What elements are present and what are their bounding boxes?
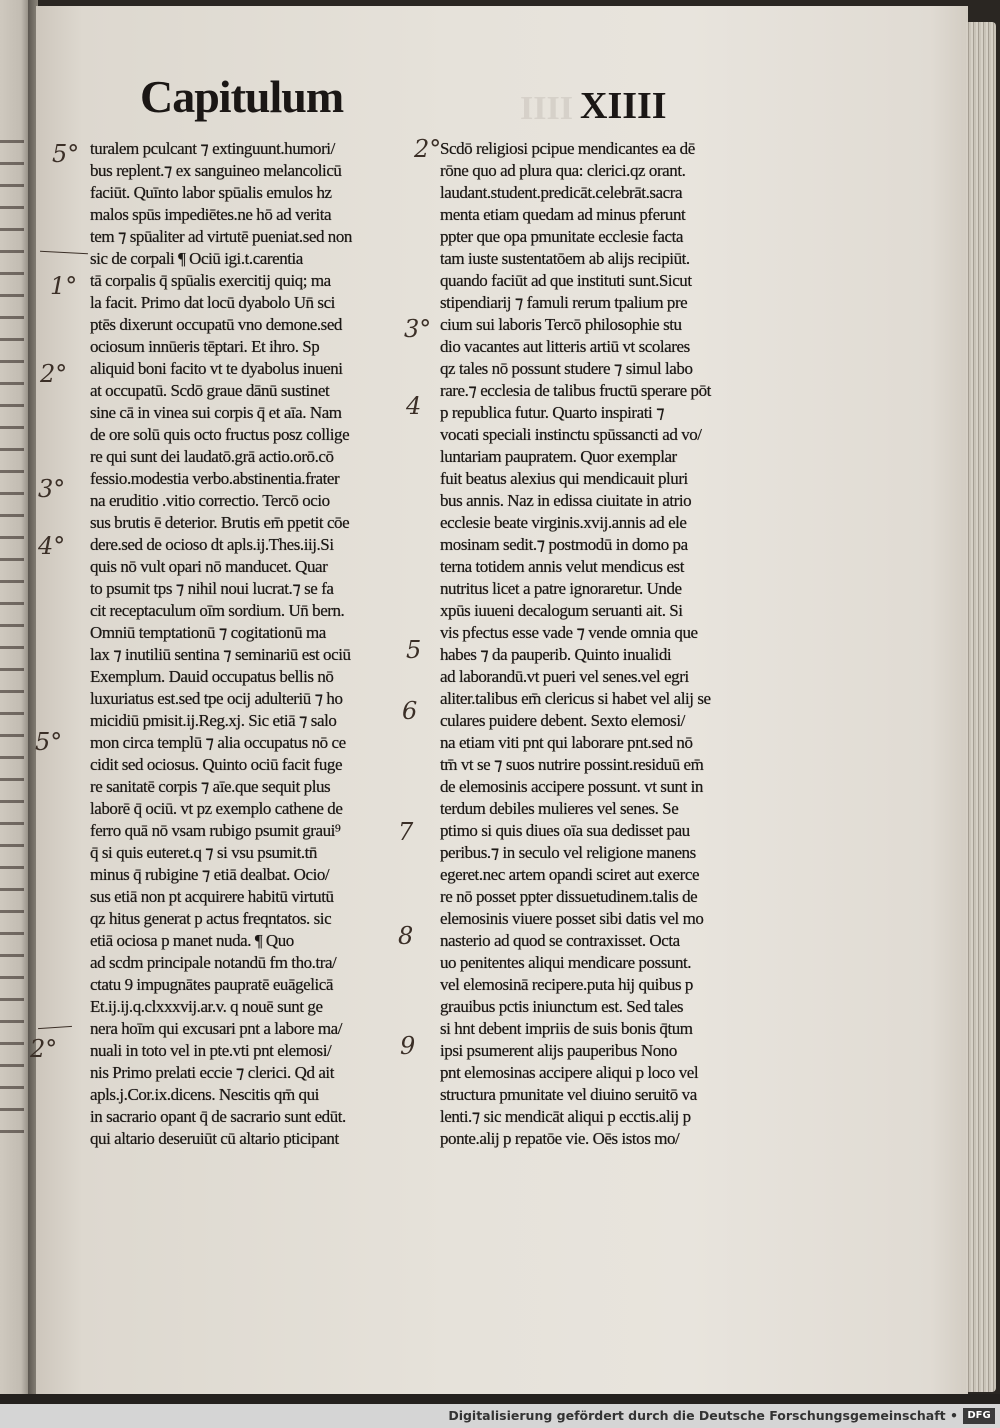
- text-line: minus q̄ rubigine ⁊ etiā dealbat. Ocio/: [90, 865, 330, 884]
- text-line: sine cā in vinea sui corpis q̄ et aīa. Nam: [90, 403, 342, 422]
- text-line: sus etiā non pt acquirere habitū virtutū: [90, 887, 334, 906]
- text-line: re qui sunt dei laudatō.grā actio.orō.cō: [90, 447, 334, 466]
- text-line: xpūs iuueni decalogum seruanti ait. Si: [440, 601, 683, 620]
- text-line: etiā ociosa p manet nuda. ¶ Quo: [90, 931, 294, 950]
- text-line: ferro quā nō vsam rubigo psumit graui⁹: [90, 821, 341, 840]
- text-line: ad laborandū.vt pueri vel senes.vel egri: [440, 667, 689, 686]
- text-line: uo penitentes aliqui mendicare possunt.: [440, 953, 692, 972]
- running-title: Capitulum: [140, 71, 344, 122]
- text-line: ad scdm principale notandū fm tho.tra/: [90, 953, 337, 972]
- text-line: bus replent.⁊ ex sanguineo melancolicū: [90, 161, 342, 180]
- text-line: Omniū temptationū ⁊ cogitationū ma: [90, 623, 326, 642]
- text-line: in sacrario opant q̄ de sacrario sunt edūt.: [90, 1107, 346, 1126]
- text-line: mon circa templū ⁊ alia occupatus nō ce: [90, 733, 346, 752]
- text-line: terdum debiles mulieres vel senes. Se: [440, 799, 679, 818]
- text-line: ociosum innūeris tēptari. Et ihro. Sp: [90, 337, 320, 356]
- margin-note: 9: [400, 1032, 416, 1060]
- funding-credit: Digitalisierung gefördert durch die Deutsche Forschungsgemeinschaft •: [448, 1408, 958, 1423]
- chapter-number: XIIII: [580, 85, 667, 127]
- text-line: faciūt. Quīnto labor spūalis emulos hz: [90, 183, 332, 202]
- text-line: qui altario deseruiūt cū altario pticipant: [90, 1129, 339, 1148]
- text-line: nuali in toto vel in pte.vti pnt elemosi/: [90, 1041, 332, 1060]
- text-line: luxuriatus est.sed tpe ocij adulteriū ⁊ ho: [90, 689, 343, 708]
- text-line: mosinam sedit.⁊ postmodū in domo pa: [440, 535, 688, 554]
- text-line: ecclesie beate virginis.xvij.annis ad ele: [440, 513, 687, 532]
- text-line: habes ⁊ da pauperib. Quinto inualidi: [440, 645, 672, 664]
- margin-note: 3°: [38, 475, 66, 503]
- text-line: at occupatū. Scdō graue dānū sustinet: [90, 381, 330, 400]
- text-line: egeret.nec artem opandi sciret aut exerce: [440, 865, 700, 884]
- text-line: laborē q̄ ociū. vt pz exemplo cathene de: [90, 799, 343, 818]
- text-line: aliquid boni facito vt te dyabolus inueni: [90, 359, 343, 378]
- margin-note: 5°: [35, 728, 63, 756]
- text-line: ponte.alij p repatōe vie. Oēs istos mo/: [440, 1129, 680, 1148]
- text-line: tam iuste sustentatōem ab alijs recipiūt.: [440, 249, 690, 268]
- text-line: cidit sed ociosus. Quinto ociū facit fuge: [90, 755, 343, 774]
- text-line: terna totidem annis velut mendicus est: [440, 557, 684, 576]
- text-line: re sanitatē corpis ⁊ aīe.que sequit plus: [90, 777, 331, 796]
- margin-note: 1°: [50, 272, 78, 300]
- text-line: nasterio ad quod se contraxisset. Octa: [440, 931, 680, 950]
- text-line: vis pfectus esse vade ⁊ vende omnia que: [440, 623, 698, 642]
- margin-note: 2°: [414, 135, 442, 163]
- text-line: cium sui laboris Tercō philosophie stu: [440, 315, 682, 334]
- text-line: de ore solū quis octo fructus posz collige: [90, 425, 350, 444]
- text-line: na eruditio .vitio correctio. Tercō ocio: [90, 491, 330, 510]
- text-line: micidiū pmisit.ij.Reg.xj. Sic etiā ⁊ salo: [90, 711, 337, 730]
- margin-note: 3°: [404, 315, 432, 343]
- text-line: vocati speciali instinctu spūssancti ad vo/: [440, 425, 702, 444]
- text-line: si hnt debent impriis de suis bonis q̄tum: [440, 1019, 693, 1038]
- text-line: malos spūs impediētes.ne hō ad verita: [90, 205, 332, 224]
- text-line: q̄ si quis euteret.q ⁊ si vsu psumit.tn̄: [90, 843, 317, 862]
- text-line: aliter.talibus em̄ clericus si habet vel alij se: [440, 689, 711, 708]
- text-line: menta etiam quedam ad minus pferunt: [440, 205, 686, 224]
- text-line: apls.j.Cor.ix.dicens. Nescitis qm̄ qui: [90, 1085, 319, 1104]
- text-line: vel elemosinā recipere.puta hij quibus p: [440, 975, 693, 994]
- margin-note: 7: [398, 818, 414, 846]
- text-line: fuit beatus alexius qui mendicauit pluri: [440, 469, 688, 488]
- text-line: luntariam paupratem. Quor exemplar: [440, 447, 677, 466]
- text-line: structura pmunitate vel diuino seruitō va: [440, 1085, 697, 1104]
- text-line: nutritus licet a patre ignoraretur. Unde: [440, 579, 682, 598]
- text-line: quis nō vult opari nō manducet. Quar: [90, 557, 328, 576]
- margin-note: 4°: [38, 532, 66, 560]
- text-line: la facit. Primo dat locū dyabolo Un̄ sci: [90, 293, 335, 312]
- text-line: qz hitus generat p actus freqntatos. sic: [90, 909, 332, 928]
- margin-note: 4: [406, 392, 422, 420]
- left-column: [90, 138, 352, 1150]
- margin-note: 5: [406, 636, 422, 664]
- margin-note: 6: [402, 697, 418, 725]
- text-line: na etiam viti pnt qui laborare pnt.sed nō: [440, 733, 693, 752]
- facing-page-edge: [0, 0, 30, 1394]
- text-line: sus brutis ē deterior. Brutis em̄ ppetit cōe: [90, 513, 350, 532]
- text-line: lax ⁊ inutiliū sentina ⁊ seminariū est ociū: [90, 645, 351, 664]
- showthrough-text: IIII: [520, 90, 573, 127]
- text-line: rare.⁊ ecclesia de talibus fructū sperare pōt: [440, 381, 711, 400]
- text-line: laudant.student.predicāt.celebrāt.sacra: [440, 183, 683, 202]
- text-line: Scdō religiosi pcipue mendicantes ea dē: [440, 139, 695, 158]
- text-line: pnt elemosinas accipere aliqui p loco vel: [440, 1063, 699, 1082]
- text-line: culares puidere debent. Sexto elemosi/: [440, 711, 685, 730]
- margin-note: 5°: [52, 140, 80, 168]
- margin-note: 2°: [40, 360, 68, 388]
- text-line: cit receptaculum oīm sordium. Un̄ bern.: [90, 601, 345, 620]
- text-line: nera hoīm qui excusari pnt a labore ma/: [90, 1019, 342, 1038]
- text-line: ipsi psumerent alijs pauperibus Nono: [440, 1041, 677, 1060]
- text-line: turalem pculcant ⁊ extinguunt.humori/: [90, 139, 335, 158]
- right-column: [440, 138, 711, 1150]
- scan-background: [0, 1394, 1000, 1404]
- page-stack-edge: [966, 22, 996, 1392]
- text-line: de elemosinis accipere possunt. vt sunt in: [440, 777, 703, 796]
- text-line: rōne quo ad plura qua: clerici.qz orant.: [440, 161, 686, 180]
- text-line: ptimo si quis diues oīa sua dedisset pau: [440, 821, 690, 840]
- text-line: qz tales nō possunt studere ⁊ simul labo: [440, 359, 693, 378]
- text-line: dio vacantes aut litteris artiū vt scolares: [440, 337, 690, 356]
- text-line: grauibus pctis iniunctum est. Sed tales: [440, 997, 684, 1016]
- text-line: tm̄ vt se ⁊ suos nutrire possint.residuū em̄: [440, 755, 704, 774]
- text-line: dere.sed de ocioso dt apls.ij.Thes.iij.Si: [90, 535, 334, 554]
- text-line: ctatu 9 impugnātes paupratē euāgelicā: [90, 975, 333, 994]
- text-line: ppter que opa pmunitate ecclesie facta: [440, 227, 683, 246]
- text-line: bus annis. Naz in edissa ciuitate in atrio: [440, 491, 692, 510]
- footer-bar: [0, 1404, 1000, 1428]
- text-line: tem ⁊ spūaliter ad virtutē pueniat.sed non: [90, 227, 352, 246]
- text-line: p republica futur. Quarto inspirati ⁊: [440, 403, 665, 422]
- text-line: peribus.⁊ in seculo vel religione manens: [440, 843, 696, 862]
- text-line: Exemplum. Dauid occupatus bellis nō: [90, 667, 334, 686]
- text-line: stipendiarij ⁊ famuli rerum tpalium pre: [440, 293, 688, 312]
- text-line: quando faciūt ad que instituti sunt.Sicut: [440, 271, 692, 290]
- text-line: nis Primo prelati eccie ⁊ clerici. Qd ait: [90, 1063, 334, 1082]
- dfg-logo-icon: DFG: [963, 1408, 995, 1424]
- text-line: re nō posset ppter dissuetudinem.talis de: [440, 887, 698, 906]
- text-line: to psumit tps ⁊ nihil noui lucrat.⁊ se fa: [90, 579, 334, 598]
- text-line: tā corpalis q̄ spūalis exercitij quiq; ma: [90, 271, 331, 290]
- text-line: Et.ij.ij.q.clxxxvij.ar.v. q nouē sunt ge: [90, 997, 323, 1016]
- margin-note: 8: [398, 922, 414, 950]
- text-line: sic de corpali ¶ Ociū igi.t.carentia: [90, 249, 303, 268]
- margin-note: 2°: [30, 1035, 58, 1063]
- text-line: ptēs dixerunt occupatū vno demone.sed: [90, 315, 342, 334]
- text-line: lenti.⁊ sic mendicāt aliqui p ecctis.alij p: [440, 1107, 691, 1126]
- text-line: elemosinis viuere posset sibi datis vel mo: [440, 909, 704, 928]
- text-line: fessio.modestia verbo.abstinentia.frater: [90, 469, 340, 488]
